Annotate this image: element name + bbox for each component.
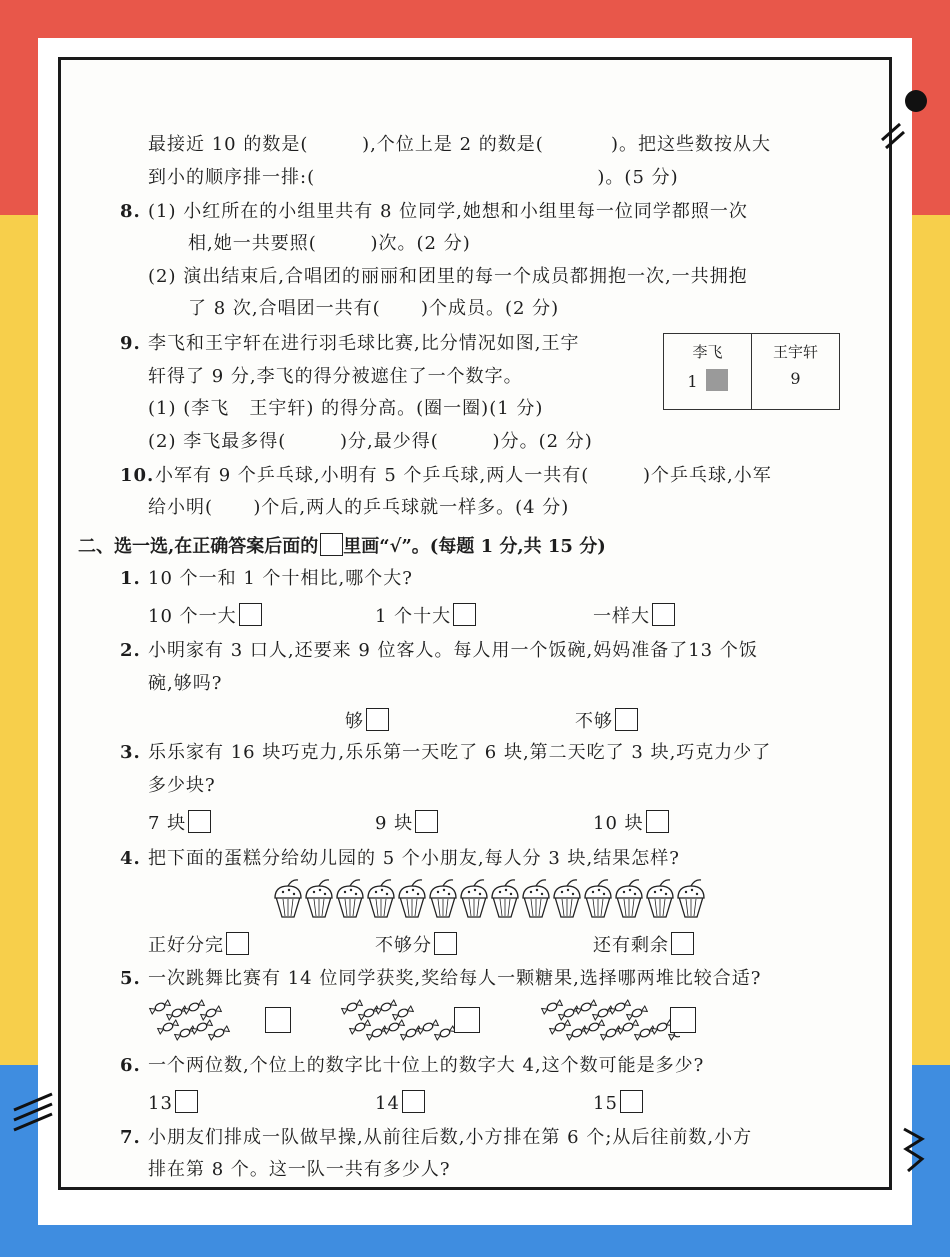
cake-icon	[678, 880, 704, 917]
candy-icon	[174, 1026, 195, 1041]
c6-checkbox-c[interactable]	[620, 1090, 643, 1113]
section-2-title-after: 里画“√”。(每题 1 分,共 15 分)	[343, 536, 606, 557]
c4-option-b-label: 不够分	[375, 935, 432, 956]
c1-checkbox-b[interactable]	[453, 603, 476, 626]
c3-option-a-label: 7 块	[148, 813, 187, 834]
candy-icon	[392, 1006, 413, 1021]
candy-icon	[149, 1000, 170, 1015]
candy-icon	[583, 1020, 604, 1035]
c4-checkbox-a[interactable]	[226, 932, 249, 955]
q9-line-1: 李飞和王宇轩在进行羽毛球比赛,比分情况如图,王宇	[148, 333, 580, 354]
q10-number: 10.	[120, 465, 155, 486]
c3-option-c[interactable]	[593, 810, 669, 835]
q8-part2-line-1: (2) 演出结束后,合唱团的丽丽和团里的每一个成员都拥抱一次,一共拥抱	[148, 266, 748, 287]
q8-part1-line-2: 相,她一共要照( )次。(2 分)	[188, 233, 471, 254]
candy-icon	[208, 1026, 229, 1041]
score-head-wangyuxuan: 王宇轩	[772, 343, 818, 361]
c1-option-c-label: 一样大	[593, 606, 650, 627]
c5-box-b[interactable]	[454, 1007, 480, 1033]
score-head-lifei: 李飞	[692, 343, 723, 361]
q7-line-1: 最接近 10 的数是( ),个位上是 2 的数是( )。把这些数按从大	[148, 134, 772, 155]
candy-icon	[383, 1020, 404, 1035]
q7-line-2: 到小的顺序排一排:( )。(5 分)	[148, 167, 679, 188]
cake-row	[270, 877, 720, 921]
score-lifei-digit: 1	[687, 372, 698, 391]
section-2-title	[78, 533, 606, 558]
c1-text: 10 个一和 1 个十相比,哪个大?	[148, 568, 413, 589]
cakes-illustration	[270, 877, 720, 921]
candy-option-c[interactable]	[540, 998, 680, 1042]
c5-box-c[interactable]	[670, 1007, 696, 1033]
c5-checkbox-c[interactable]	[668, 1007, 696, 1033]
q10-line-1: 小军有 9 个乒乓球,小明有 5 个乒乓球,两人一共有( )个乒乓球,小军	[155, 465, 772, 486]
score-col-lifei	[664, 334, 751, 409]
c1-option-c[interactable]	[593, 603, 675, 628]
c2-option-b-label: 不够	[575, 711, 613, 732]
candy-icon	[191, 1020, 212, 1035]
cake-icon	[523, 880, 549, 917]
c3-option-c-label: 10 块	[593, 813, 644, 834]
c1-option-b-label: 1 个十大	[375, 606, 452, 627]
q8-part2-line-2: 了 8 次,合唱团一共有( )个成员。(2 分)	[188, 298, 560, 319]
candy-icon	[375, 1000, 396, 1015]
masked-digit	[706, 369, 728, 391]
c3-option-b[interactable]	[375, 810, 438, 835]
cake-icon	[368, 880, 394, 917]
c7-number: 7.	[120, 1127, 141, 1148]
c7-line-2: 排在第 8 个。这一队一共有多少人?	[148, 1159, 451, 1180]
candy-icon	[400, 1026, 421, 1041]
c6-option-b-label: 14	[375, 1093, 400, 1114]
candy-icon	[200, 1006, 221, 1021]
cake-icon	[585, 880, 611, 917]
c5-box-a[interactable]	[265, 1007, 291, 1033]
c3-line-2: 多少块?	[148, 775, 216, 796]
candy-icon	[166, 1006, 187, 1021]
cake-icon	[461, 880, 487, 917]
c4-option-c[interactable]	[593, 932, 694, 957]
cake-icon	[337, 880, 363, 917]
cake-icon	[430, 880, 456, 917]
c5-text: 一次跳舞比赛有 14 位同学获奖,奖给每人一颗糖果,选择哪两堆比较合适?	[148, 968, 762, 989]
c3-line-1: 乐乐家有 16 块巧克力,乐乐第一天吃了 6 块,第二天吃了 3 块,巧克力少了	[148, 742, 772, 763]
score-value-wangyuxuan: 9	[790, 369, 801, 388]
q8-number: 8.	[120, 201, 141, 222]
cake-icon	[399, 880, 425, 917]
c6-option-c[interactable]	[593, 1090, 643, 1115]
candy-icon	[634, 1026, 655, 1041]
candy-icon	[366, 1026, 387, 1041]
cake-icon	[275, 880, 301, 917]
c2-checkbox-b[interactable]	[615, 708, 638, 731]
candy-icon	[358, 1006, 379, 1021]
cake-icon	[616, 880, 642, 917]
c4-number: 4.	[120, 848, 141, 869]
c5-checkbox-b[interactable]	[452, 1007, 480, 1033]
c6-number: 6.	[120, 1055, 141, 1076]
c2-option-b[interactable]	[575, 708, 638, 733]
candy-icon	[541, 1000, 562, 1015]
c4-option-a-label: 正好分完	[148, 935, 224, 956]
c3-checkbox-b[interactable]	[415, 810, 438, 833]
c4-option-c-label: 还有剩余	[593, 935, 669, 956]
candy-pile-c	[540, 998, 680, 1042]
answer-box-sample	[320, 533, 343, 556]
c6-text: 一个两位数,个位上的数字比十位上的数字大 4,这个数可能是多少?	[148, 1055, 705, 1076]
q10-line-2: 给小明( )个后,两人的乒乓球就一样多。(4 分)	[148, 497, 570, 518]
c6-checkbox-a[interactable]	[175, 1090, 198, 1113]
c2-number: 2.	[120, 640, 141, 661]
score-value-lifei	[664, 369, 751, 391]
candy-icon	[617, 1020, 638, 1035]
q9-line-3: (1) (李飞 王宇轩) 的得分高。(圈一圈)(1 分)	[148, 398, 544, 419]
candy-icon	[600, 1026, 621, 1041]
candy-icon	[157, 1020, 178, 1035]
candy-icon	[417, 1020, 438, 1035]
c6-option-a[interactable]	[148, 1090, 198, 1115]
c3-checkbox-a[interactable]	[188, 810, 211, 833]
candy-icon	[575, 1000, 596, 1015]
score-col-wangyuxuan	[751, 334, 839, 409]
c1-checkbox-a[interactable]	[239, 603, 262, 626]
c2-checkbox-a[interactable]	[366, 708, 389, 731]
c4-checkbox-b[interactable]	[434, 932, 457, 955]
cake-icon	[492, 880, 518, 917]
candy-icon	[558, 1006, 579, 1021]
candy-icon	[341, 1000, 362, 1015]
c2-line-1: 小明家有 3 口人,还要来 9 位客人。每人用一个饭碗,妈妈准备了13 个饭	[148, 640, 758, 661]
c4-checkbox-c[interactable]	[671, 932, 694, 955]
q9-number: 9.	[120, 333, 141, 354]
c1-number: 1.	[120, 568, 141, 589]
c1-option-b[interactable]	[375, 603, 476, 628]
candy-icon	[183, 1000, 204, 1015]
c1-option-a-label: 10 个一大	[148, 606, 237, 627]
c2-option-a[interactable]	[345, 708, 389, 733]
candy-icon	[349, 1020, 370, 1035]
candy-icon	[549, 1020, 570, 1035]
candy-icon	[566, 1026, 587, 1041]
c1-checkbox-c[interactable]	[652, 603, 675, 626]
c2-line-2: 碗,够吗?	[148, 673, 223, 694]
c6-option-b[interactable]	[375, 1090, 425, 1115]
cake-icon	[554, 880, 580, 917]
c6-option-a-label: 13	[148, 1093, 173, 1114]
q9-line-2: 轩得了 9 分,李飞的得分被遮住了一个数字。	[148, 366, 523, 387]
c5-number: 5.	[120, 968, 141, 989]
q8-part1-line-1: (1) 小红所在的小组里共有 8 位同学,她想和小组里每一位同学都照一次	[148, 201, 748, 222]
c7-line-1: 小朋友们排成一队做早操,从前往后数,小方排在第 6 个;从后往前数,小方	[148, 1127, 753, 1148]
c3-checkbox-c[interactable]	[646, 810, 669, 833]
c5-checkbox-a[interactable]	[263, 1007, 291, 1033]
c3-number: 3.	[120, 742, 141, 763]
c3-option-b-label: 9 块	[375, 813, 414, 834]
c4-option-a[interactable]	[148, 932, 249, 957]
cake-icon	[647, 880, 673, 917]
candy-icon	[609, 1000, 630, 1015]
c1-option-a[interactable]	[148, 603, 262, 628]
c6-checkbox-b[interactable]	[402, 1090, 425, 1113]
score-table	[663, 333, 840, 410]
section-2-title-before: 二、选一选,在正确答案后面的	[78, 536, 319, 557]
c2-option-a-label: 够	[345, 711, 364, 732]
q9-line-4: (2) 李飞最多得( )分,最少得( )分。(2 分)	[148, 431, 593, 452]
c3-option-a[interactable]	[148, 810, 211, 835]
candy-icon	[592, 1006, 613, 1021]
candy-icon	[626, 1006, 647, 1021]
c4-option-b[interactable]	[375, 932, 457, 957]
c4-text: 把下面的蛋糕分给幼儿园的 5 个小朋友,每人分 3 块,结果怎样?	[148, 848, 680, 869]
c6-option-c-label: 15	[593, 1093, 618, 1114]
cake-icon	[306, 880, 332, 917]
